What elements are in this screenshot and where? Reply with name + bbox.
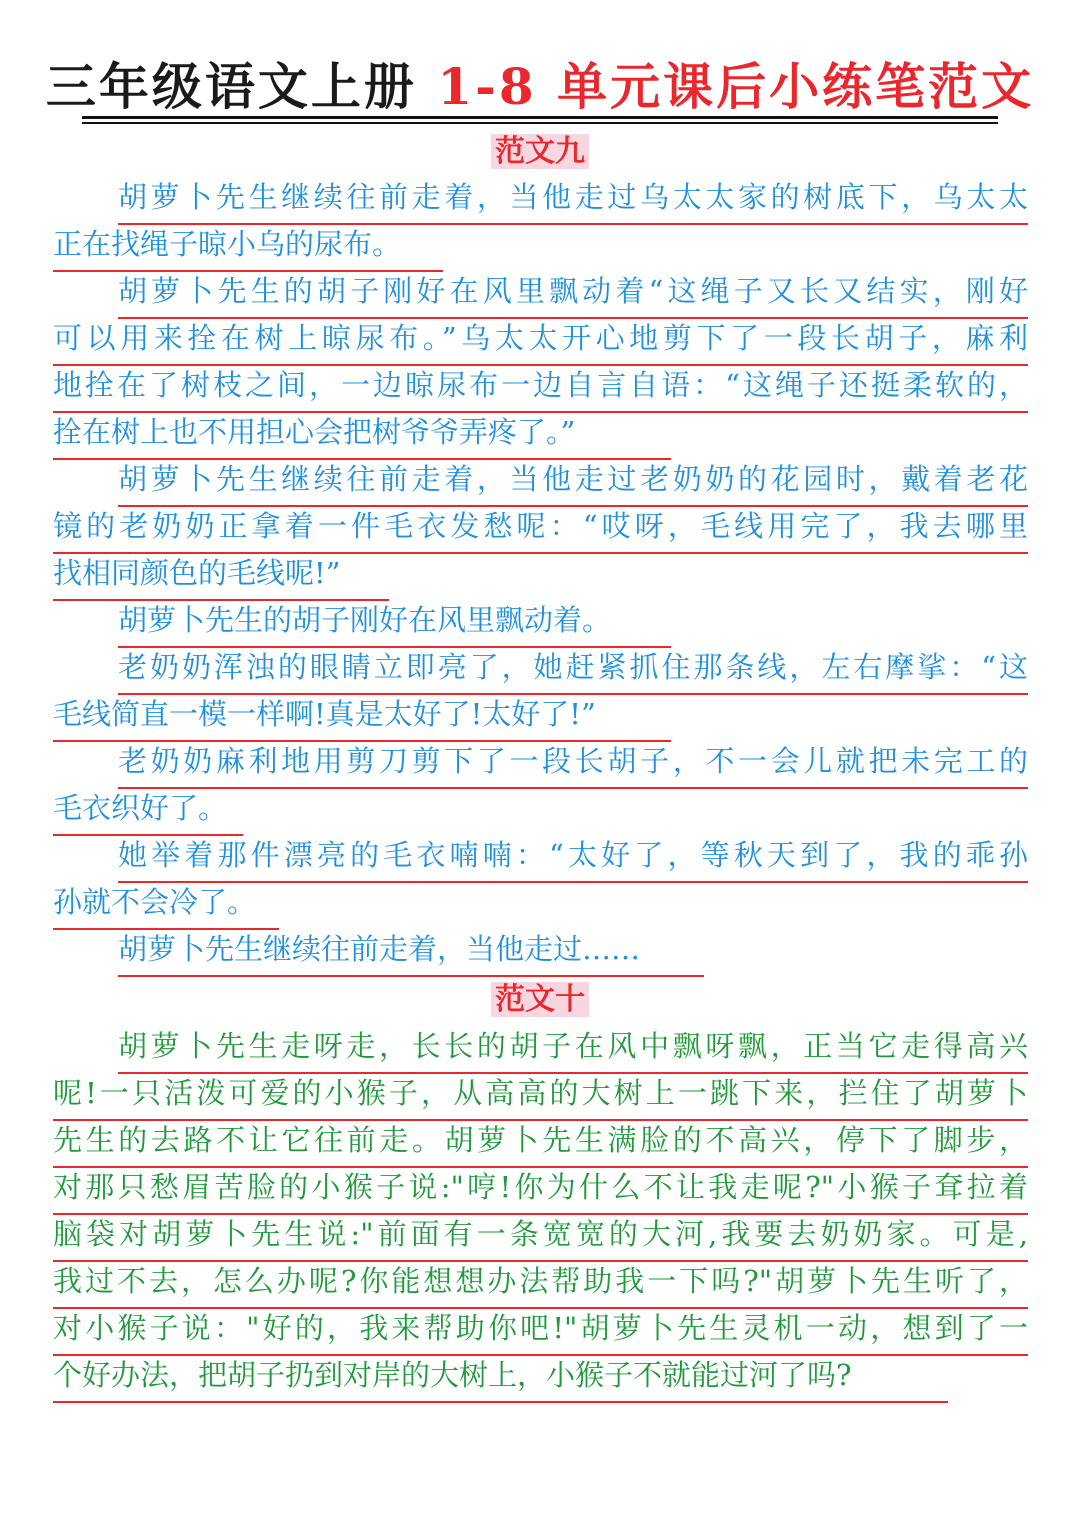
title-underline [82,116,998,119]
essay-line: 对那只愁眉苦脸的小猴子说:"哼!你为什么不让我走呢?"小猴子耷拉着 [53,1168,1028,1215]
essay-line: 个好办法，把胡子扔到对岸的大树上，小猴子不就能过河了吗? [53,1356,948,1403]
section-heading-10 [0,980,1080,1020]
title-topic: 1-8 单元课后小练笔范文 [437,57,1035,116]
essay-line: 我过不去，怎么办呢?你能想想办法帮助我一下吗?"胡萝卜先生听了， [53,1262,1028,1309]
essay-line: 胡萝卜先生的胡子刚好在风里飘动着“这绳子又长又结实，刚好 [118,272,1028,319]
essay-line: 呢!一只活泼可爱的小猴子，从高高的大树上一跳下来，拦住了胡萝卜 [53,1074,1028,1121]
essay-line: 胡萝卜先生的胡子刚好在风里飘动着。 [118,601,671,648]
section-heading-9-label: 范文九 [491,134,589,169]
essay-line: 老奶奶浑浊的眼睛立即亮了，她赶紧抓住那条线，左右摩挲：“这 [118,648,1028,695]
essay-line: 地拴在了树枝之间，一边晾尿布一边自言自语：“这绳子还挺柔软的， [53,366,1028,413]
essay-line: 可以用来拴在树上晾尿布。”乌太太开心地剪下了一段长胡子，麻利 [53,319,1028,366]
essay-line: 拴在树上也不用担心会把树爷爷弄疼了。” [53,413,671,460]
essay-line: 胡萝卜先生继续往前走着，当他走过老奶奶的花园时，戴着老花 [118,460,1028,507]
essay-line: 老奶奶麻利地用剪刀剪下了一段长胡子，不一会儿就把未完工的 [118,742,1028,789]
essay-line: 孙就不会冷了。 [53,883,279,930]
essay-line: 镜的老奶奶正拿着一件毛衣发愁呢：“哎呀，毛线用完了，我去哪里 [53,507,1028,554]
essay-line: 毛线简直一模一样啊!真是太好了!太好了!” [53,695,671,742]
title-grade: 三年级语文上册 [45,57,438,116]
essay-line: 先生的去路不让它往前走。胡萝卜先生满脸的不高兴，停下了脚步， [53,1121,1028,1168]
essay-line: 找相同颜色的毛线呢!” [53,554,389,601]
essay-line: 胡萝卜先生继续往前走着，当他走过…… [118,930,704,977]
essay-line: 她举着那件漂亮的毛衣喃喃：“太好了，等秋天到了，我的乖孙 [118,836,1028,883]
essay-line: 正在找绳子晾小乌的尿布。 [53,225,443,272]
section-heading-10-label: 范文十 [491,982,589,1017]
essay-line: 胡萝卜先生继续往前走着，当他走过乌太太家的树底下，乌太太 [118,178,1028,225]
page-title [0,52,1080,122]
essay-line: 脑袋对胡萝卜先生说:"前面有一条宽宽的大河,我要去奶奶家。可是, [53,1215,1028,1262]
title-underline-thin [82,122,998,124]
section-heading-9 [0,132,1080,172]
essay-line: 毛衣织好了。 [53,789,243,836]
essay-line: 对小猴子说："好的，我来帮助你吧!"胡萝卜先生灵机一动，想到了一 [53,1309,1028,1356]
essay-line: 胡萝卜先生走呀走，长长的胡子在风中飘呀飘，正当它走得高兴 [118,1027,1028,1074]
